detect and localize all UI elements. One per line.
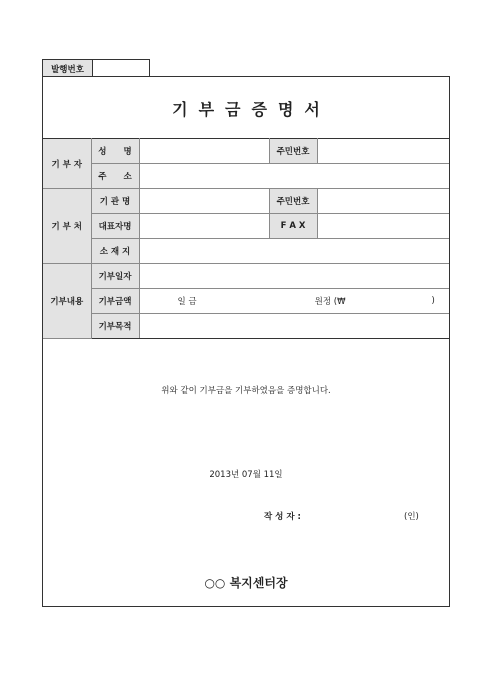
recipient-location-label: 소 재 지: [91, 239, 139, 264]
recipient-fax-label: F A X: [269, 214, 317, 239]
issue-date: 2013년 07월 11일: [209, 470, 283, 480]
details-section-label: 기부내용: [43, 264, 91, 339]
donation-amount-field[interactable]: [139, 289, 449, 314]
recipient-org-row: [43, 189, 449, 214]
donor-address-row: [43, 164, 449, 189]
donor-section-label: 기 부 자: [43, 139, 91, 189]
recipient-rep-row: [43, 214, 449, 239]
recipient-rep-field[interactable]: [139, 214, 269, 239]
recipient-org-label: 기 관 명: [91, 189, 139, 214]
donor-name-label: 성 명: [91, 139, 139, 164]
donor-name-row: [43, 139, 449, 164]
donation-date-label: 기부일자: [91, 264, 139, 289]
amount-middle: 원정 (₩: [314, 297, 346, 307]
donation-date-field[interactable]: [139, 264, 449, 289]
recipient-rep-label: 대표자명: [91, 214, 139, 239]
writer-label: 작 성 자 :: [264, 512, 301, 522]
donation-purpose-label: 기부목적: [91, 314, 139, 339]
recipient-location-field[interactable]: [139, 239, 449, 264]
seal-mark: (인): [404, 512, 419, 522]
center-director-name: ○○ 복지센터장: [204, 576, 288, 590]
amount-suffix: ): [431, 296, 435, 306]
donation-purpose-field[interactable]: [139, 314, 449, 339]
donor-id-label: 주민번호: [269, 139, 317, 164]
certification-statement: 위와 같이 기부금을 기부하였음을 증명합니다.: [161, 386, 331, 396]
recipient-fax-field[interactable]: [317, 214, 449, 239]
certificate-form-table: [43, 138, 449, 339]
amount-prefix: 일 금: [177, 297, 197, 307]
donor-name-field[interactable]: [139, 139, 269, 164]
issue-number-field[interactable]: [93, 60, 149, 77]
donor-address-field[interactable]: [139, 164, 449, 189]
donation-date-row: [43, 264, 449, 289]
recipient-location-row: [43, 239, 449, 264]
recipient-section-label: 기 부 처: [43, 189, 91, 264]
issue-number-label: 발행번호: [43, 60, 93, 77]
document-title: 기부금증명서: [172, 99, 331, 119]
certificate-frame: [42, 76, 450, 607]
issue-number-box: [42, 59, 150, 77]
donation-purpose-row: [43, 314, 449, 339]
donor-address-label: 주 소: [91, 164, 139, 189]
donor-id-field[interactable]: [317, 139, 449, 164]
recipient-id-field[interactable]: [317, 189, 449, 214]
recipient-id-label: 주민번호: [269, 189, 317, 214]
donation-amount-label: 기부금액: [91, 289, 139, 314]
donation-amount-row: [43, 289, 449, 314]
recipient-org-field[interactable]: [139, 189, 269, 214]
